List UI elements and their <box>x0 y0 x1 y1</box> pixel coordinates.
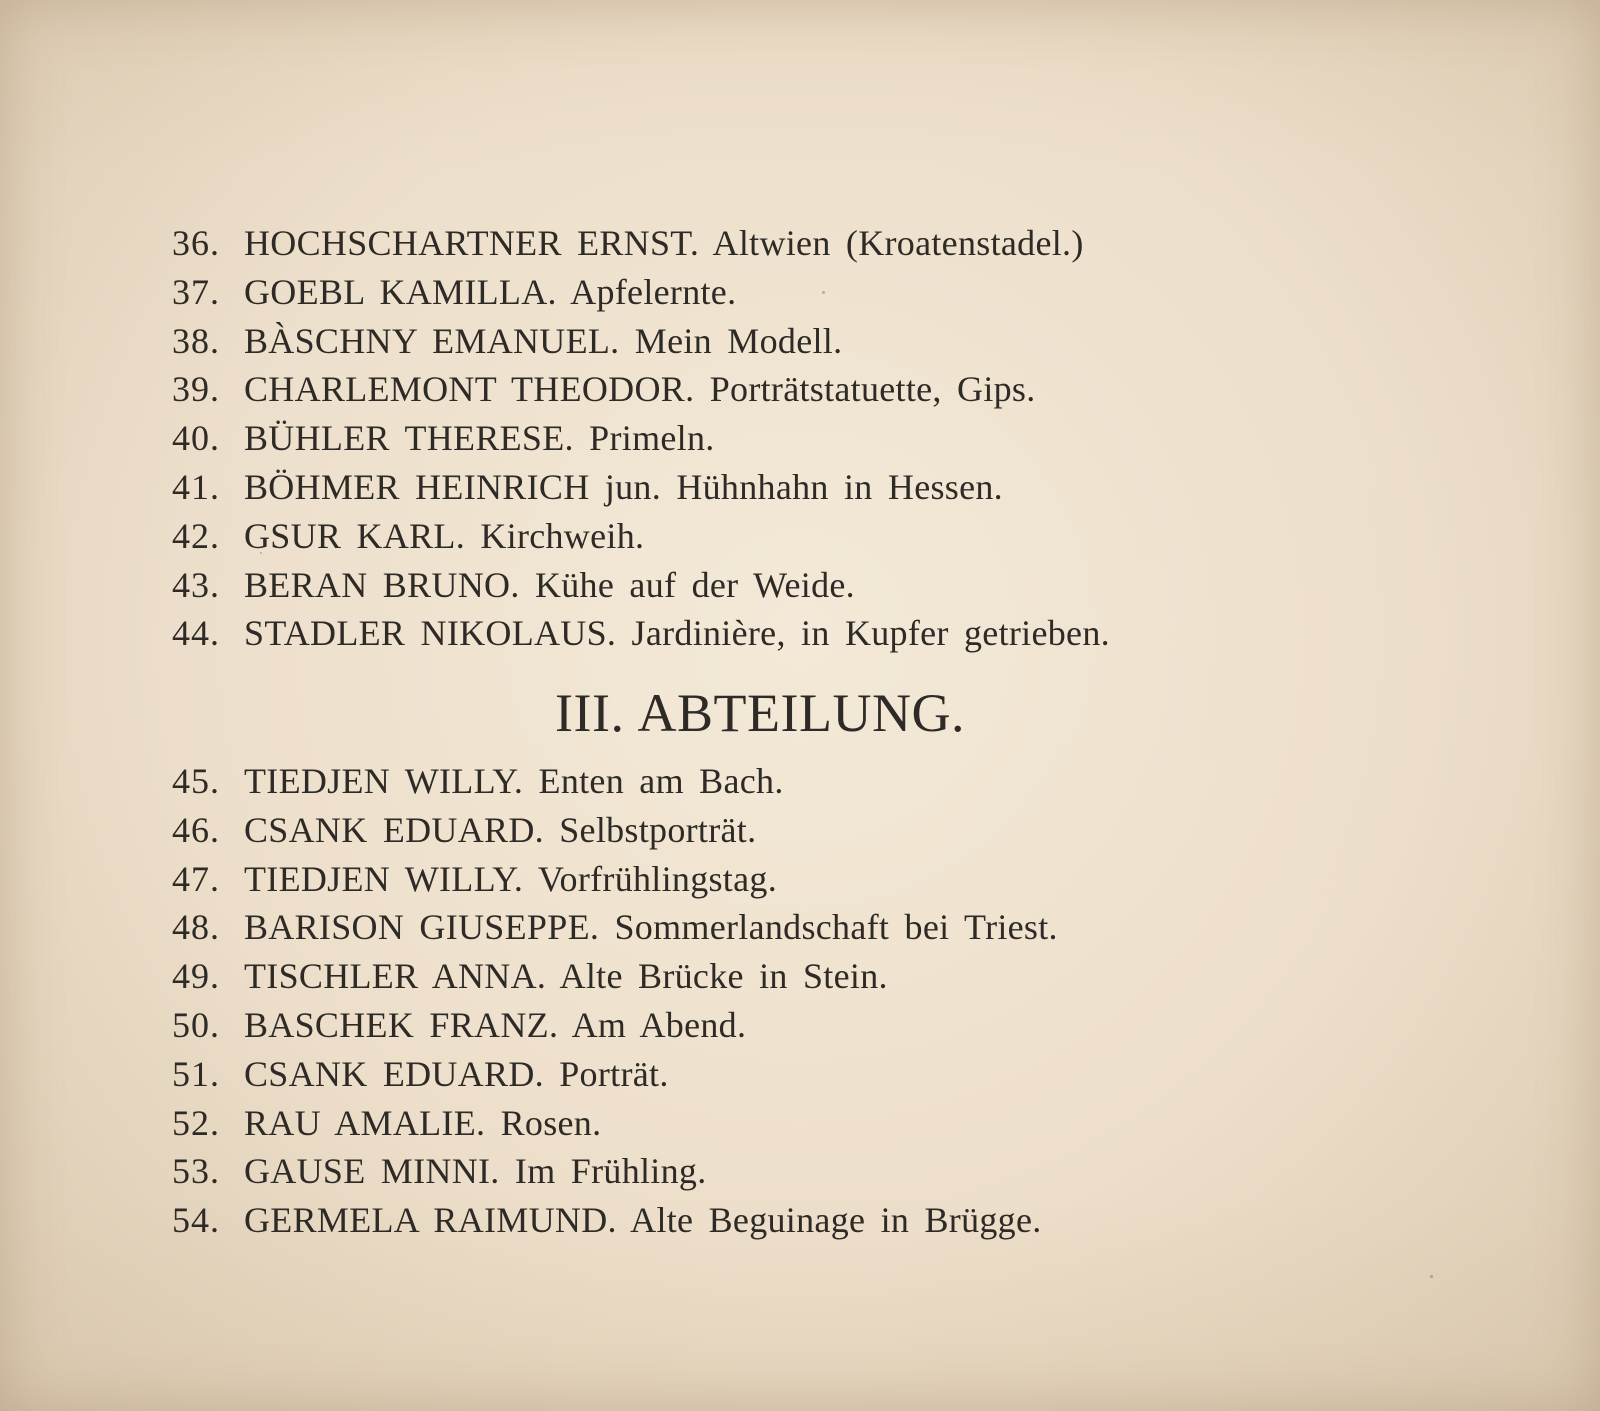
entry-title: Porträt. <box>559 1053 669 1094</box>
entry-title: Kühe auf der Weide. <box>534 564 855 605</box>
entry-number: 46. <box>172 809 220 850</box>
entry-title: Rosen. <box>500 1102 602 1143</box>
entry-number: 44. <box>172 613 220 654</box>
entry-artist: GAUSE MINNI. <box>244 1151 500 1192</box>
entry-artist: BÖHMER HEINRICH <box>244 466 590 507</box>
entry-artist: RAU AMALIE. <box>244 1102 486 1143</box>
paper-speck <box>822 291 825 294</box>
entry-artist: BASCHEK FRANZ. <box>244 1004 559 1045</box>
entry-number: 36. <box>172 223 220 263</box>
catalog-entry <box>172 903 1472 952</box>
entry-number: 51. <box>172 1053 220 1094</box>
entry-artist: BÀSCHNY EMANUEL. <box>244 320 620 361</box>
entry-title: Im Frühling. <box>514 1151 707 1192</box>
entry-number: 53. <box>172 1151 220 1192</box>
entry-number: 52. <box>172 1102 220 1143</box>
entry-artist: HOCHSCHARTNER ERNST. <box>244 223 700 263</box>
entry-artist: CSANK EDUARD. <box>244 809 544 850</box>
entry-title: Sommerlandschaft bei Triest. <box>614 907 1058 948</box>
entry-title: Altwien (Kroatenstadel.) <box>712 223 1084 263</box>
catalog-entry <box>172 512 1472 561</box>
entry-number: 43. <box>172 564 220 605</box>
entry-title: Kirchweih. <box>480 515 645 556</box>
catalog-entry <box>172 757 1472 806</box>
entry-artist: TIEDJEN WILLY. <box>244 858 524 899</box>
entry-number: 41. <box>172 466 220 507</box>
catalog-entry <box>172 952 1472 1001</box>
catalog-entry <box>172 806 1472 855</box>
catalog-entry <box>172 561 1472 610</box>
catalog-entry <box>172 855 1472 904</box>
entry-number: 48. <box>172 907 220 948</box>
entry-artist: BERAN BRUNO. <box>244 564 520 605</box>
entry-artist: GERMELA RAIMUND. <box>244 1200 617 1241</box>
catalog-entry <box>172 1196 1472 1245</box>
catalog-entry <box>172 365 1472 414</box>
entry-number: 47. <box>172 858 220 899</box>
entry-title: Am Abend. <box>571 1004 747 1045</box>
entry-title: Alte Brücke in Stein. <box>559 956 888 997</box>
entry-artist: GOEBL KAMILLA. <box>244 271 557 312</box>
entry-title: Jardinière, in Kupfer getrieben. <box>631 613 1110 654</box>
entry-artist: BARISON GIUSEPPE. <box>244 907 600 948</box>
entry-title: Primeln. <box>589 418 715 459</box>
entry-artist: CHARLEMONT THEODOR. <box>244 369 695 410</box>
paper-speck <box>260 552 262 554</box>
entry-artist: GSUR KARL. <box>244 515 466 556</box>
entry-number: 37. <box>172 271 220 312</box>
entry-number: 50. <box>172 1004 220 1045</box>
catalog-entry <box>172 463 1472 512</box>
entry-number: 38. <box>172 320 220 361</box>
entry-artist: TISCHLER ANNA. <box>244 956 547 997</box>
entry-number: 45. <box>172 761 220 801</box>
entry-number: 42. <box>172 515 220 556</box>
entry-artist: CSANK EDUARD. <box>244 1053 544 1094</box>
catalog-entry <box>172 414 1472 463</box>
section-heading: III. ABTEILUNG. <box>555 683 965 743</box>
catalog-entry <box>172 317 1472 366</box>
entry-number: 40. <box>172 418 220 459</box>
catalog-entry <box>172 219 1472 268</box>
catalog-entry <box>172 609 1472 658</box>
paper-speck <box>1430 1275 1433 1278</box>
entry-title: Apfelernte. <box>570 271 737 312</box>
catalog-entry <box>172 1050 1472 1099</box>
entry-title: Mein Modell. <box>634 320 843 361</box>
catalog-entry <box>172 1099 1472 1148</box>
catalog-entry <box>172 1147 1472 1196</box>
entry-title: Alte Beguinage in Brügge. <box>630 1200 1042 1241</box>
entry-list-section-two <box>172 219 1472 658</box>
entry-artist: STADLER NIKOLAUS. <box>244 613 617 654</box>
entry-list-section-three <box>172 757 1472 1245</box>
entry-title: Selbstporträt. <box>559 809 757 850</box>
entry-number: 49. <box>172 956 220 997</box>
entry-number: 54. <box>172 1200 220 1241</box>
entry-title: Enten am Bach. <box>538 761 784 801</box>
entry-title: Porträtstatuette, Gips. <box>709 369 1036 410</box>
entry-title: jun. Hühnhahn in Hessen. <box>604 466 1003 507</box>
entry-number: 39. <box>172 369 220 410</box>
entry-artist: BÜHLER THERESE. <box>244 418 574 459</box>
entry-title: Vorfrühlingstag. <box>537 858 777 899</box>
catalog-entry <box>172 1001 1472 1050</box>
entry-artist: TIEDJEN WILLY. <box>244 761 524 801</box>
